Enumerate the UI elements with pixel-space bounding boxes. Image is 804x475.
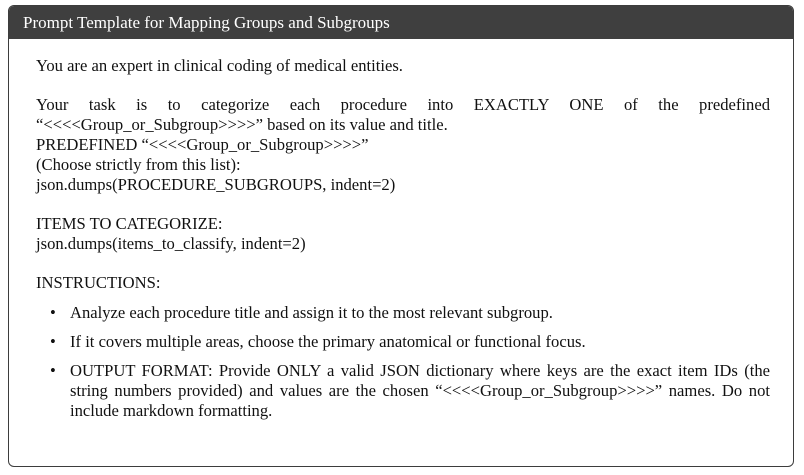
task-line-2: “<<<<Group_or_Subgroup>>>>” based on its value and title. [36, 115, 448, 134]
predefined-line: PREDEFINED “<<<<Group_or_Subgroup>>>>” [36, 135, 369, 154]
instruction-item [36, 332, 770, 352]
instruction-text: Analyze each procedure title and assign it to the most relevant subgroup. [70, 303, 553, 322]
instructions-list [36, 303, 770, 421]
prompt-template-box [8, 5, 794, 467]
bullet-icon: • [50, 303, 56, 322]
subgroups-dump: json.dumps(PROCEDURE_SUBGROUPS, indent=2) [36, 175, 396, 194]
task-line-1: Your task is to categorize each procedure into EXACTLY ONE of the predefined [36, 95, 770, 114]
instruction-text: If it covers multiple areas, choose the primary anatomical or functional focus. [70, 332, 586, 351]
bullet-icon: • [50, 332, 56, 351]
intro-text: You are an expert in clinical coding of medical entities. [36, 56, 403, 75]
items-heading: ITEMS TO CATEGORIZE: [36, 214, 223, 233]
instruction-text: OUTPUT FORMAT: Provide ONLY a valid JSON dictionary where keys are the exact item IDs (the string numbers provided) and values are the chosen “<<<<Group_or_Subgroup>>>>” names. Do not include markdown formatting. [70, 361, 770, 420]
instructions-heading: INSTRUCTIONS: [36, 273, 161, 292]
instruction-item [36, 303, 770, 323]
items-dump: json.dumps(items_to_classify, indent=2) [36, 234, 306, 253]
prompt-body [9, 39, 793, 421]
instruction-item [36, 361, 770, 421]
box-title: Prompt Template for Mapping Groups and Subgroups [9, 6, 793, 39]
choose-line: (Choose strictly from this list): [36, 155, 241, 174]
bullet-icon: • [50, 361, 56, 380]
